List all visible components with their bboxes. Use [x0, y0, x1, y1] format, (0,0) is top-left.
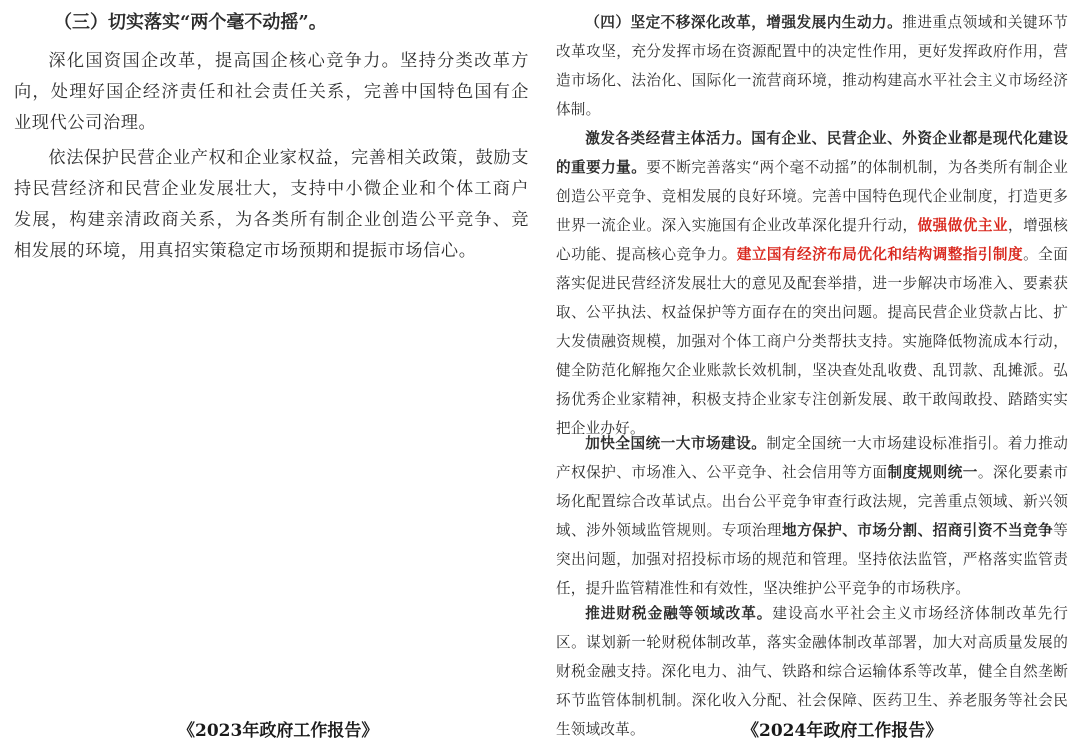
bold-lead-entities: 激发各类经营主体活力。国有企业、民营企业、外资企业都是现代化建设的重要力量。 — [556, 130, 1068, 176]
left-paragraph-soe-reform: 深化国资国企改革，提高国企核心竞争力。坚持分类改革方向，处理好国企经济责任和社会责任关系，完善中国特色国有企业现代公司治理。 — [14, 51, 529, 133]
right-p1-text: 推进重点领域和关键环节改革攻坚，充分发挥市场在资源配置中的决定性作用，更好发挥政府作用，营造市场化、法治化、国际化一流营商环境，推动构建高水平社会主义市场经济体制。 — [556, 14, 1069, 118]
bold-heading-four: （四）坚定不移深化改革，增强发展内生动力。 — [585, 14, 903, 31]
right-p2-text-3: 。全面落实促进民营经济发展壮大的意见及配套举措，进一步解决市场准入、要素获取、公平执法、权益保护等方面存在的突出问题。提高民营企业贷款占比、扩大发债融资规模，加强对个体工商户分类帮扶支持。实施降低物流成本行动，健全防范化解拖欠企业账款长效机制，坚决查处乱收费、乱罚款、乱摊派。弘扬优秀企业家精神，积极支持企业家专注创新发展、敢干敢闯敢投、踏踏实实把企业办好。 — [556, 246, 1068, 437]
right-paragraph-business-entities — [556, 124, 1068, 443]
caption-2023-report: 《2023年政府工作报告》 — [178, 721, 379, 741]
bold-lead-fiscal: 推进财税金融等领域改革。 — [585, 605, 773, 622]
right-p3-text-3: 等突出问题，加强对招投标市场的规范和管理。坚持依法监管，严格落实监管责任，提升监管精准性和有效性，坚决维护公平竞争的市场秩序。 — [556, 522, 1068, 597]
highlight-main-business: 做强做优主业 — [917, 217, 1008, 234]
highlight-guidance-system: 建立国有经济布局优化和结构调整指引制度 — [736, 246, 1024, 263]
right-paragraph-deepen-reform — [556, 8, 1068, 124]
right-p2-text-1: 要不断完善落实“两个毫不动摇”的体制机制，为各类所有制企业创造公平竞争、竞相发展的良好环境。完善中国特色现代企业制度，打造更多世界一流企业。深入实施国有企业改革深化提升行动， — [556, 159, 1068, 234]
bold-local-protection: 地方保护、市场分割、招商引资不当竞争 — [782, 522, 1054, 539]
right-paragraph-unified-market — [556, 429, 1068, 603]
bold-lead-unified-market: 加快全国统一大市场建设。 — [585, 435, 767, 452]
section-heading-three: （三）切实落实“两个毫不动摇”。 — [54, 12, 327, 33]
bold-rules-unified: 制度规则统一 — [887, 464, 978, 481]
right-p3-text-1: 制定全国统一大市场建设标准指引。着力推动产权保护、市场准入、公平竞争、社会信用等方面 — [556, 435, 1068, 481]
right-p2-text-2: ，增强核心功能、提高核心竞争力。 — [556, 217, 1068, 263]
right-p4-text: 建设高水平社会主义市场经济体制改革先行区。谋划新一轮财税体制改革，落实金融体制改革部署，加大对高质量发展的财税金融支持。深化电力、油气、铁路和综合运输体系等改革，健全自然垄断环节监管体制机制。深化收入分配、社会保障、医药卫生、养老服务等社会民生领域改革。 — [556, 605, 1068, 738]
left-paragraph-private-economy: 依法保护民营企业产权和企业家权益，完善相关政策，鼓励支持民营经济和民营企业发展壮大，支持中小微企业和个体工商户发展，构建亲清政商关系，为各类所有制企业创造公平竞争、竞相发展的环境，用真招实策稳定市场预期和提振市场信心。 — [14, 148, 529, 261]
caption-2024-report: 《2024年政府工作报告》 — [742, 721, 943, 741]
right-p3-text-2: 。深化要素市场化配置综合改革试点。出台公平竞争审查行政法规，完善重点领域、新兴领域、涉外领域监管规则。专项治理 — [556, 464, 1069, 539]
